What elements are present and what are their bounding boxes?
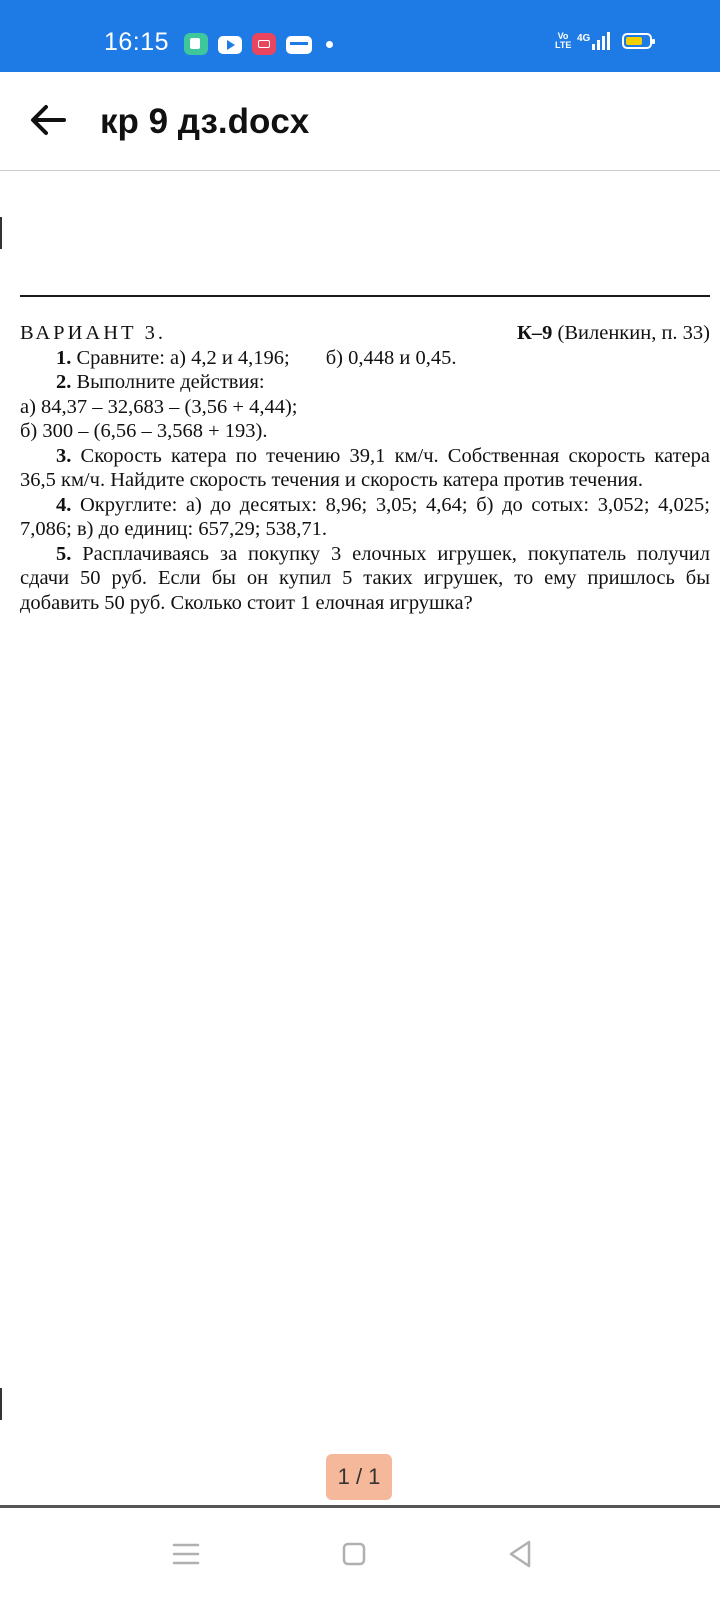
task-text: Скорость катера по течению 39,1 км/ч. Собственная скорость катера 36,5 км/ч. Найдите скорость течения и скорость катера против течения. bbox=[20, 444, 710, 491]
back-triangle-icon bbox=[505, 1538, 537, 1570]
document-title: кр 9 дз.docx bbox=[100, 102, 310, 141]
network-type-label: 4G bbox=[577, 32, 591, 44]
app-green-icon bbox=[184, 33, 208, 55]
task-number: 3. bbox=[56, 444, 72, 467]
task-number: 2. bbox=[56, 371, 72, 393]
source-reference bbox=[517, 321, 710, 346]
youtube-icon bbox=[218, 36, 242, 54]
task-5 bbox=[20, 542, 710, 616]
page-indicator: 1 / 1 bbox=[326, 1454, 392, 1500]
task-text: Выполните действия: bbox=[71, 371, 265, 393]
home-button[interactable] bbox=[338, 1538, 370, 1570]
task-4 bbox=[20, 493, 710, 542]
task-2-part-a: а) 84,37 – 32,683 – (3,56 + 4,44); bbox=[20, 395, 298, 418]
status-time: 16:15 bbox=[104, 28, 170, 56]
volte-indicator bbox=[555, 32, 571, 50]
variant-header bbox=[20, 321, 710, 346]
navigation-bar bbox=[0, 1508, 720, 1600]
signal-icon bbox=[592, 32, 612, 50]
volte-top-label: Vo bbox=[557, 31, 569, 41]
page-edge-marker bbox=[0, 1388, 2, 1420]
system-indicators bbox=[555, 32, 652, 50]
document-page bbox=[20, 321, 710, 615]
task-number: 4. bbox=[56, 493, 72, 516]
task-2-part-b: б) 300 – (6,56 – 3,568 + 193). bbox=[20, 420, 268, 442]
source-text: (Виленкин, п. 33) bbox=[552, 322, 710, 344]
variant-title: ВАРИАНТ 3. bbox=[20, 322, 167, 344]
nav-back-button[interactable] bbox=[505, 1538, 537, 1570]
status-bar bbox=[0, 0, 720, 72]
recent-apps-button[interactable] bbox=[170, 1538, 202, 1570]
volte-bottom-label: LTE bbox=[555, 40, 572, 50]
task-text: Расплачиваясь за покупку 3 елочных игрушек, покупатель получил сдачи 50 руб. Если бы он купил 5 таких игрушек, то ему пришлось бы добавить 50 руб. Сколько стоит 1 елочная игрушка? bbox=[20, 542, 710, 614]
notification-icons bbox=[184, 33, 333, 55]
battery-icon bbox=[622, 33, 652, 49]
task-number: 1. bbox=[56, 346, 72, 369]
home-square-icon bbox=[338, 1538, 370, 1570]
page-edge-marker bbox=[0, 217, 2, 249]
task-number: 5. bbox=[56, 542, 72, 565]
card-icon bbox=[286, 36, 312, 54]
notification-dot-icon bbox=[326, 41, 333, 48]
source-code: К–9 bbox=[517, 322, 553, 344]
arrow-left-icon bbox=[28, 100, 68, 140]
app-bar bbox=[0, 72, 720, 171]
task-1 bbox=[20, 346, 710, 371]
document-viewer[interactable] bbox=[0, 171, 720, 1478]
task-2 bbox=[20, 370, 710, 395]
task-text: б) 0,448 и 0,45. bbox=[325, 346, 457, 369]
menu-icon bbox=[170, 1538, 202, 1570]
task-text: Округлите: а) до десятых: 8,96; 3,05; 4,64; б) до сотых: 3,052; 4,025; 7,086; в) до единиц: 657,29; 538,71. bbox=[20, 493, 710, 540]
task-text: Сравните: а) 4,2 и 4,196; bbox=[71, 346, 290, 369]
screen-record-icon bbox=[252, 33, 276, 55]
task-3 bbox=[20, 444, 710, 493]
horizontal-rule bbox=[20, 295, 710, 297]
back-button[interactable] bbox=[28, 100, 68, 140]
